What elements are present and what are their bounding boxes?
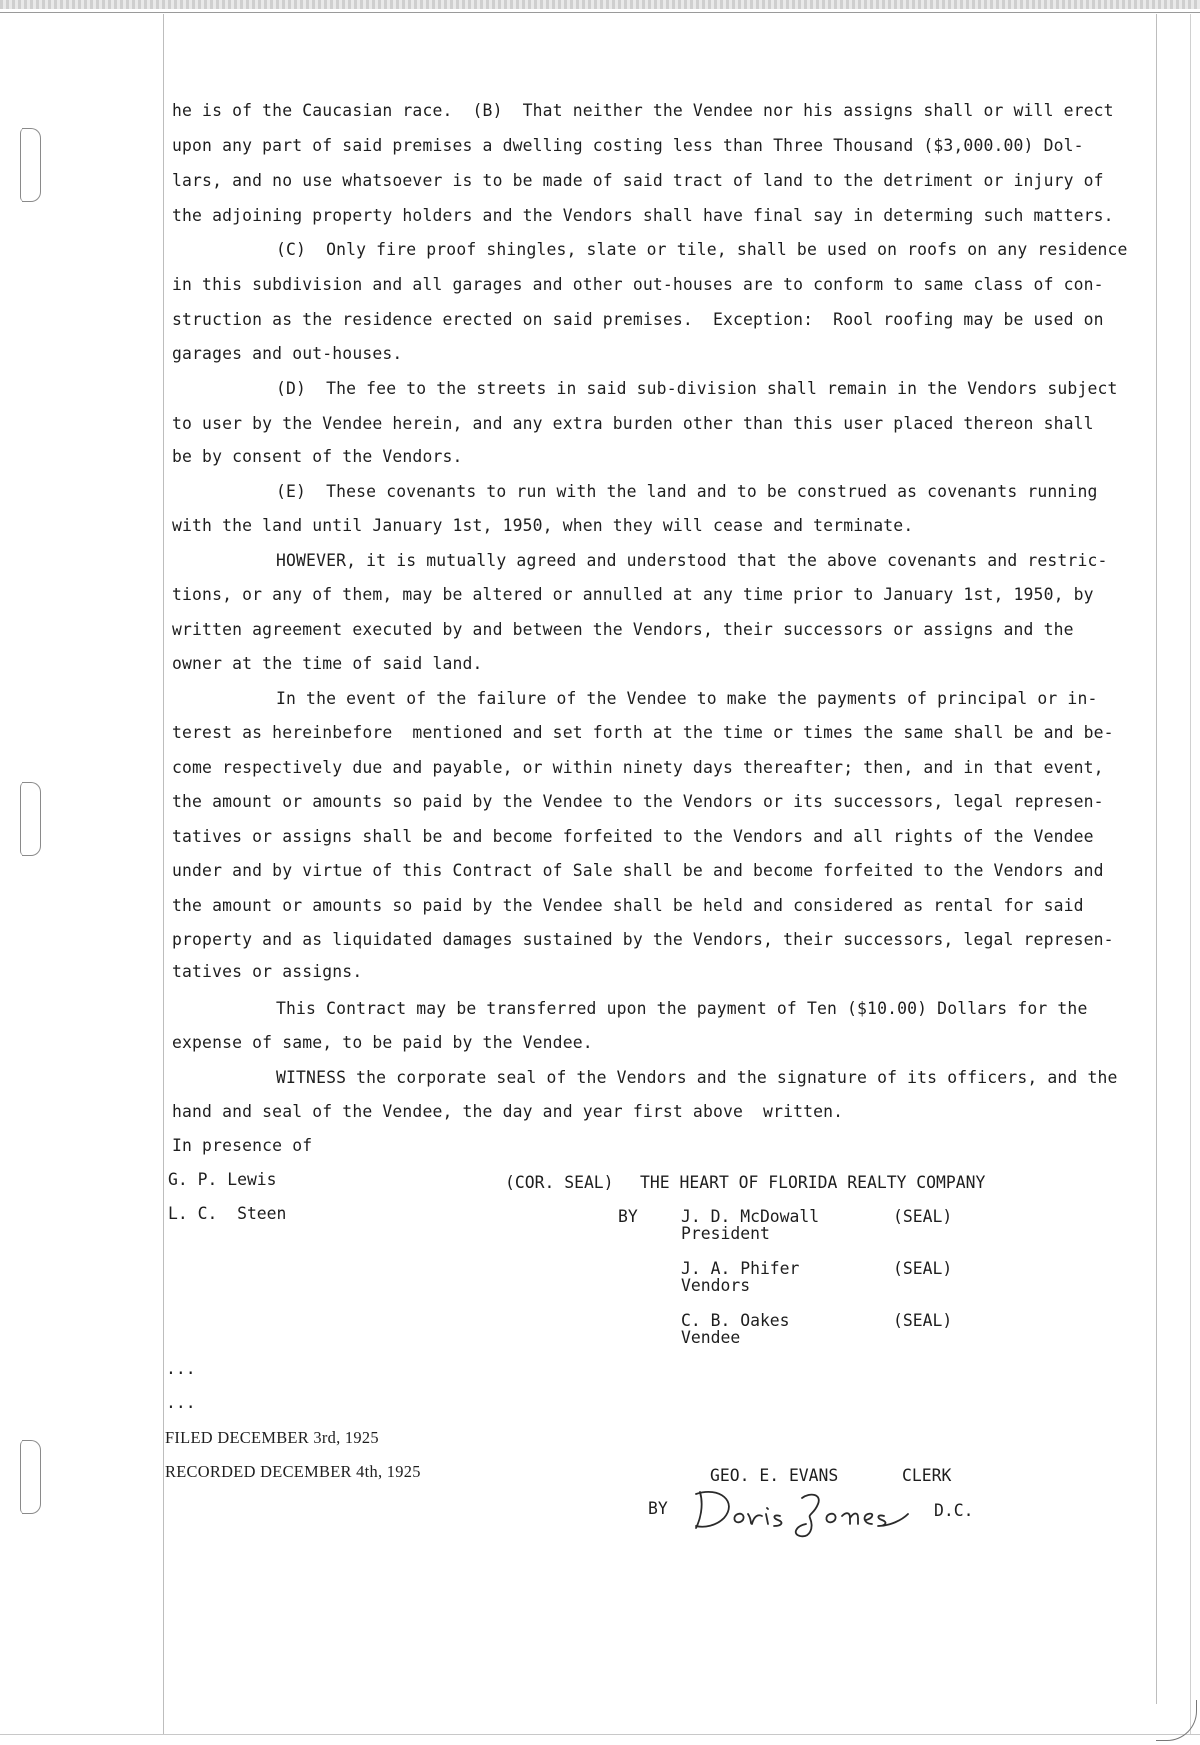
signer-seal: (SEAL) xyxy=(893,1311,953,1330)
body-line: be by consent of the Vendors. xyxy=(172,447,463,466)
ellipsis-mark: ... xyxy=(166,1393,196,1412)
body-line: owner at the time of said land. xyxy=(172,654,483,673)
body-line: property and as liquidated damages sustained by the Vendors, their successors, legal represen- xyxy=(172,930,1114,949)
body-line: struction as the residence erected on said premises. Exception: Rool roofing may be used on xyxy=(172,310,1104,329)
body-line: written agreement executed by and between the Vendors, their successors or assigns and the xyxy=(172,620,1074,639)
right-margin-line xyxy=(1156,14,1157,1704)
body-line: in this subdivision and all garages and other out-houses are to conform to same class of con- xyxy=(172,275,1104,294)
signer-role: Vendors xyxy=(681,1276,751,1295)
body-line: tatives or assigns. xyxy=(172,962,363,981)
left-margin-line xyxy=(163,14,164,1734)
binder-hole-top xyxy=(22,128,41,202)
body-line: the amount or amounts so paid by the Vendee to the Vendors or its successors, legal represen- xyxy=(172,792,1104,811)
deputy-clerk-label: D.C. xyxy=(934,1501,974,1520)
top-border-line xyxy=(0,12,1200,13)
body-line: tatives or assigns shall be and become forfeited to the Vendors and all rights of the Vendee xyxy=(172,827,1094,846)
body-line: In the event of the failure of the Vendee to make the payments of principal or in- xyxy=(276,689,1098,708)
body-line: under and by virtue of this Contract of Sale shall be and become forfeited to the Vendors and xyxy=(172,861,1104,880)
body-line: tions, or any of them, may be altered or annulled at any time prior to January 1st, 1950, by xyxy=(172,585,1094,604)
body-line: he is of the Caucasian race. (B) That neither the Vendee nor his assigns shall or will erect xyxy=(172,101,1114,120)
binder-hole-bottom xyxy=(22,1440,41,1514)
signer-seal: (SEAL) xyxy=(893,1207,953,1226)
binder-hole-middle xyxy=(22,782,41,856)
signer-name: J. D. McDowall xyxy=(681,1207,820,1226)
signer-name: C. B. Oakes xyxy=(681,1311,790,1330)
signer-role: President xyxy=(681,1224,770,1243)
body-line: WITNESS the corporate seal of the Vendors and the signature of its officers, and the xyxy=(276,1068,1118,1087)
body-line: with the land until January 1st, 1950, when they will cease and terminate. xyxy=(172,516,914,535)
body-line: (E) These covenants to run with the land and to be construed as covenants running xyxy=(276,482,1098,501)
body-line: terest as hereinbefore mentioned and set forth at the time or times the same shall be and be- xyxy=(172,723,1114,742)
witness-name: L. C. Steen xyxy=(168,1204,287,1223)
corporate-seal-label: (COR. SEAL) xyxy=(505,1173,614,1192)
clerk-name: GEO. E. EVANS xyxy=(710,1466,839,1485)
signer-seal: (SEAL) xyxy=(893,1259,953,1278)
bottom-border-line xyxy=(0,1734,1200,1735)
handwritten-signature xyxy=(690,1484,920,1540)
by-label: BY xyxy=(618,1207,638,1226)
filed-date: FILED DECEMBER 3rd, 1925 xyxy=(165,1428,379,1447)
body-line: the adjoining property holders and the Vendors shall have final say in determing such matters. xyxy=(172,206,1114,225)
outer-right-edge-line xyxy=(1190,14,1191,1734)
body-line: come respectively due and payable, or within ninety days thereafter; then, and in that event, xyxy=(172,758,1104,777)
witness-name: G. P. Lewis xyxy=(168,1170,277,1189)
body-line: to user by the Vendee herein, and any extra burden other than this user placed thereon shall xyxy=(172,414,1094,433)
recorded-date: RECORDED DECEMBER 4th, 1925 xyxy=(165,1462,421,1481)
body-line: expense of same, to be paid by the Vendee. xyxy=(172,1033,593,1052)
body-line: This Contract may be transferred upon the payment of Ten ($10.00) Dollars for the xyxy=(276,999,1088,1018)
body-line: HOWEVER, it is mutually agreed and understood that the above covenants and restric- xyxy=(276,551,1108,570)
body-line: (C) Only fire proof shingles, slate or tile, shall be used on roofs on any residence xyxy=(276,240,1128,259)
top-edge-band xyxy=(0,0,1200,9)
body-line: lars, and no use whatsoever is to be made of said tract of land to the detriment or injury of xyxy=(172,171,1104,190)
body-line: upon any part of said premises a dwelling costing less than Three Thousand ($3,000.00) Dol- xyxy=(172,136,1084,155)
clerk-title: CLERK xyxy=(902,1466,952,1485)
body-line: hand and seal of the Vendee, the day and year first above written. xyxy=(172,1102,844,1121)
deputy-by-label: BY xyxy=(648,1499,668,1518)
body-line: the amount or amounts so paid by the Vendee shall be held and considered as rental for said xyxy=(172,896,1084,915)
in-presence-of: In presence of xyxy=(172,1136,313,1155)
body-line: garages and out-houses. xyxy=(172,344,403,363)
company-name: THE HEART OF FLORIDA REALTY COMPANY xyxy=(640,1173,986,1192)
signer-role: Vendee xyxy=(681,1328,741,1347)
signer-name: J. A. Phifer xyxy=(681,1259,800,1278)
body-line: (D) The fee to the streets in said sub-division shall remain in the Vendors subject xyxy=(276,379,1118,398)
ellipsis-mark: ... xyxy=(166,1359,196,1378)
